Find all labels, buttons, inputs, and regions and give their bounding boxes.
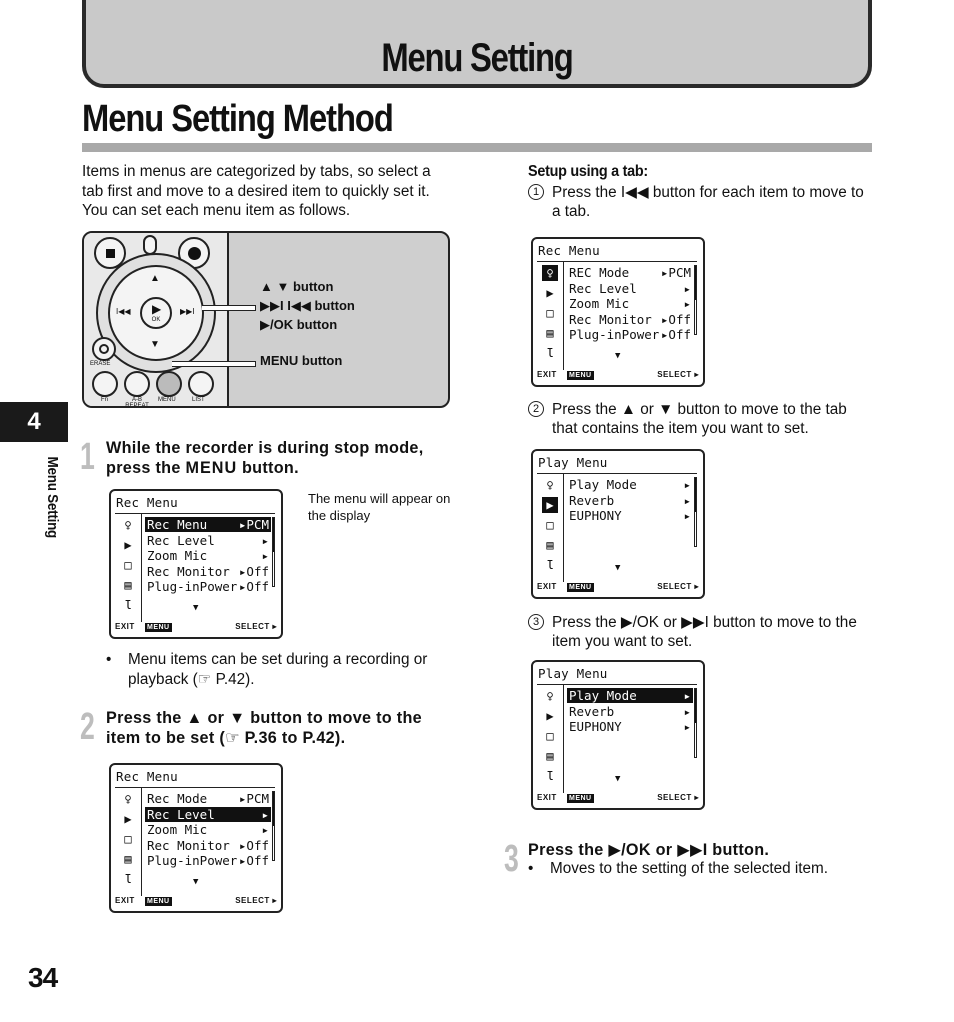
lcd-screen-step2 [109,763,283,913]
chapter-header [82,0,872,88]
lcd-exit-label: EXIT [537,793,557,802]
lcd-select-label: SELECT ▸ [657,582,699,591]
lcd-select-label: SELECT ▸ [235,896,277,905]
display-icon: □ [124,832,132,846]
page-number: 34 [28,962,58,993]
down-arrow-icon: ▼ [615,563,621,573]
lcd-screen-step1 [109,489,283,639]
display-icon: □ [546,729,554,743]
lcd-menu-item: Rec Mode ▸PCM [147,791,269,806]
lcd-column-rule [563,474,564,582]
card-icon: ▤ [124,578,132,592]
lcd-menu-tag: MENU [569,584,592,591]
wrench-icon: Ɩ [124,598,132,612]
play-icon: ▶ [124,812,132,826]
lcd-menu-item: Rec Monitor ▸Off [569,311,691,327]
lcd-title: Play Menu [538,666,608,681]
lcd-title: Play Menu [538,455,608,470]
setup-item-3: 3 Press the ▶/OK or ▶▶I button to move to the item you want to set. [528,613,874,653]
step-2-text: Press the ▲ or ▼ button to move to the item to be set (☞ P.36 to P.42). [106,709,422,747]
lcd-column-rule [563,262,564,370]
lcd-footer [537,582,699,594]
lcd-menu-item: Rec Level ▸ [569,280,691,296]
lcd-scrollbar [272,791,275,861]
lcd-menu-item: Zoom Mic ▸ [147,548,269,563]
lcd-scrollbar [694,265,697,335]
setup-item-2: 2 Press the ▲ or ▼ button to move to the tab that contains the item you want to set. [528,400,874,440]
lcd-exit-label: EXIT [537,582,557,591]
chapter-title: Menu Setting [381,36,573,80]
lcd-menu-item: Rec Level ▸ [147,532,269,548]
light-icon [143,235,157,255]
lcd-title-rule [537,684,697,685]
lcd-menu-item: Rec Monitor ▸Off [147,563,269,579]
lcd-scrollbar [272,517,275,587]
dpad-icon: ▲ ▼ I◀◀ ▶▶I ▶ OK [108,265,204,361]
lcd-menu-item: Rec Menu ▸PCM [147,517,269,532]
list-button-icon [188,371,214,397]
lcd-column-rule [141,514,142,622]
pointer-line-menu [172,361,256,367]
card-icon: ▤ [546,538,554,552]
lcd-menu-item: Zoom Mic ▸ [569,296,691,311]
lcd-title-rule [115,513,275,514]
lcd-exit-label: EXIT [537,370,557,379]
lcd-footer [537,370,699,382]
display-icon: □ [124,558,132,572]
play-icon: ▶ [542,497,558,513]
step-3-number: 3 [504,838,518,880]
wrench-icon: Ɩ [124,872,132,886]
lcd-menu-tag: MENU [147,624,170,631]
chapter-side-label: Menu Setting [44,456,61,539]
section-title: Menu Setting Method [82,98,393,140]
setup-item-1: 1 Press the I◀◀ button for each item to move to a tab. [528,183,874,223]
pointer-line-dpad [202,305,256,311]
card-icon: ▤ [546,326,554,340]
intro-paragraph: Items in menus are categorized by tabs, so select a tab first and move to a desired item to quickly set it. You can set each menu item as follows. [82,163,431,219]
lcd-title: Rec Menu [116,769,178,784]
mic-icon: ♀ [542,265,558,281]
mic-icon: ♀ [124,792,132,806]
section-rule [82,143,872,152]
card-icon: ▤ [124,852,132,866]
play-icon: ▶ [124,538,132,552]
setup-tab-heading: Setup using a tab: [528,163,648,180]
chapter-tab: 4 [0,402,68,442]
lcd-menu-item: Play Mode ▸ [569,477,691,492]
fn-button-icon [92,371,118,397]
menu-button-label: MENU button [260,353,343,368]
lcd-menu-item: EUPHONY ▸ [569,508,691,523]
mic-icon: ♀ [546,478,554,492]
lcd-menu-item: Zoom Mic ▸ [147,822,269,837]
display-icon: □ [546,306,554,320]
lcd-screen-setup2 [531,449,705,599]
down-arrow-icon: ▼ [615,351,621,361]
wrench-icon: Ɩ [546,558,554,572]
mic-icon: ♀ [546,689,554,703]
lcd-select-label: SELECT ▸ [657,793,699,802]
updown-button-label: ▲ ▼ button [260,279,334,294]
lcd-screen-setup1 [531,237,705,387]
device-button-labels [260,277,355,370]
lcd-select-label: SELECT ▸ [235,622,277,631]
ok-button-icon: ▶ OK [140,297,172,329]
recorder-illustration [82,231,450,408]
lcd-menu-item: EUPHONY ▸ [569,719,691,734]
recorder-buttons-panel: ▲ ▼ I◀◀ ▶▶I ▶ OK ERASE Fn A-B REPEAT MENU LIST [84,233,229,406]
lcd-scrollbar [694,688,697,758]
step-1-number: 1 [80,436,94,478]
wrench-icon: Ɩ [546,769,554,783]
bullet-step3: • Moves to the setting of the selected item. [528,860,829,877]
lcd-menu-item: Rec Monitor ▸Off [147,837,269,853]
skip-button-label: ▶▶I I◀◀ button [260,298,355,313]
menu-button-icon [156,371,182,397]
erase-label: ERASE [90,361,111,367]
lcd-scrollbar [694,477,697,547]
display-icon: □ [546,518,554,532]
lcd-menu-item: REC Mode ▸PCM [569,265,691,280]
lcd-menu-item: Reverb ▸ [569,703,691,719]
lcd-exit-label: EXIT [115,622,135,631]
lcd-menu-item: Rec Level ▸ [147,806,269,822]
step-1-text: While the recorder is during stop mode, press the MENU button. [106,439,424,477]
lcd-menu-item: Play Mode ▸ [569,688,691,703]
down-arrow-icon: ▼ [193,877,199,887]
erase-button-icon [92,337,116,361]
play-icon: ▶ [546,709,554,723]
mic-icon: ♀ [124,518,132,532]
lcd-title-rule [537,473,697,474]
lcd-column-rule [563,685,564,793]
menu-appear-caption: The menu will appear on the display [308,491,451,523]
lcd-footer [537,793,699,805]
down-arrow-icon: ▼ [615,774,621,784]
step-2-number: 2 [80,706,94,748]
down-arrow-icon: ▼ [193,603,199,613]
lcd-menu-item: Reverb ▸ [569,492,691,508]
lcd-footer [115,622,277,634]
lcd-column-rule [141,788,142,896]
lcd-title-rule [537,261,697,262]
card-icon: ▤ [546,749,554,763]
lcd-screen-setup3 [531,660,705,810]
lcd-title: Rec Menu [116,495,178,510]
bullet-step1: • Menu items can be set during a recording or playback (☞ P.42). [106,651,428,688]
lcd-menu-item: Plug-inPower ▸Off [569,327,691,342]
play-icon: ▶ [546,286,554,300]
lcd-title-rule [115,787,275,788]
lcd-menu-tag: MENU [569,372,592,379]
step-3-text: Press the ▶/OK or ▶▶I button. [528,841,770,859]
lcd-exit-label: EXIT [115,896,135,905]
lcd-select-label: SELECT ▸ [657,370,699,379]
lcd-menu-item: Plug-inPower ▸Off [147,579,269,594]
ab-repeat-button-icon [124,371,150,397]
lcd-footer [115,896,277,908]
lcd-menu-tag: MENU [569,795,592,802]
lcd-title: Rec Menu [538,243,600,258]
ok-button-label: ▶/OK button [260,317,338,332]
lcd-menu-item: Plug-inPower ▸Off [147,853,269,868]
lcd-menu-tag: MENU [147,898,170,905]
wrench-icon: Ɩ [546,346,554,360]
